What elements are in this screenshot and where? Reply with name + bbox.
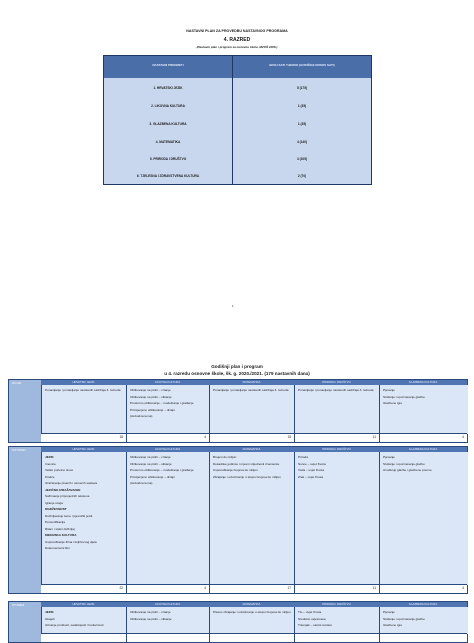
- subject-column: [379, 452, 468, 585]
- subject-column: [41, 452, 127, 585]
- topic-item: JEZIČNO IZRAŽAVANJE: [45, 487, 81, 492]
- totals-separator: [379, 434, 380, 442]
- topic-item: Oblikovanje na plohi – crtanje: [130, 388, 171, 392]
- plan-note: (Nastavni plan i program za osnovnu školu, MZOŠ 2006.): [196, 45, 278, 49]
- topic-item: Ponavljanje i ponavljanje nastavnih sadržaja 3. razreda: [298, 388, 374, 392]
- subject-cell: 2. LIKOVNA KULTURA: [151, 104, 185, 108]
- totals-row: [41, 633, 467, 642]
- topic-item: Personifikacija: [45, 520, 65, 524]
- topic-item: Primijenjeno oblikovanje – dizajn: [130, 474, 175, 479]
- subject-header: LIKOVNA KULTURA: [154, 380, 181, 384]
- grade-heading: 4. RAZRED: [223, 37, 251, 43]
- subject-header: GLAZBENA KULTURA: [408, 602, 438, 606]
- hours-cell: 5 (175): [296, 86, 308, 90]
- topic-item: MEDIJSKA KULTURA: [45, 533, 77, 537]
- hours-total: 4: [204, 435, 206, 439]
- totals-separator: [209, 634, 210, 642]
- hours-cell: 4 (140): [296, 140, 308, 144]
- subject-column: [379, 607, 468, 634]
- topic-list: [130, 454, 208, 487]
- subject-header: HRVATSKI JEZIK: [72, 447, 95, 451]
- totals-separator: [209, 434, 210, 442]
- topic-list: [213, 609, 293, 616]
- subject-header: HRVATSKI JEZIK: [72, 380, 95, 384]
- totals-separator: [294, 634, 295, 642]
- annual-plan-subtitle: u 4. razredu osnovne škole, šk. g. 2020./2021. (179 nastavnih dana): [164, 371, 310, 376]
- topic-item: Dekadske jedinice i mjesni vrijednosti znamenke: [213, 461, 280, 466]
- topic-list: [130, 387, 208, 420]
- topic-item: Sredstvo uvjetovane: [298, 616, 327, 621]
- subject-header: PRIRODA I DRUŠTVO: [322, 447, 351, 451]
- hours-cell: 1 (35): [297, 122, 307, 126]
- hours-total: 11: [372, 435, 376, 439]
- subject-column: [209, 607, 295, 634]
- subject-header: PRIRODA I DRUŠTVO: [322, 602, 351, 606]
- hours-total: 17: [287, 586, 291, 590]
- topic-list: [130, 609, 208, 622]
- subject-cell: 4. MATEMATIKA: [155, 140, 181, 144]
- topic-item: Pjevanje: [383, 388, 395, 392]
- subject-header: MATEMATIKA: [242, 602, 261, 606]
- topic-item: Travnjak – ekoloi sustavi: [298, 623, 332, 627]
- topic-item: Pisano zbrajanje i oduzimanje u skupu brojeva do milijun: [213, 610, 291, 614]
- hours-total: 4: [462, 586, 464, 590]
- hours-total: 22: [119, 586, 123, 590]
- subject-header: HRVATSKI JEZIK: [72, 602, 95, 606]
- topic-item: Prostorno oblikovanje – modeliranje i građenje: [130, 468, 194, 472]
- table-row: [104, 82, 371, 96]
- topic-item: Veliko početno slovo: [45, 468, 74, 472]
- subject-column: [41, 385, 127, 434]
- subject-column: [294, 452, 380, 585]
- hours-total: 18: [119, 435, 123, 439]
- subject-column: [41, 607, 127, 634]
- topic-item: Tlo – uvjet života: [298, 610, 322, 614]
- topic-item: Dokumentarni film: [45, 546, 70, 550]
- subject-header: PRIRODA I DRUŠTVO: [322, 380, 351, 384]
- month-name: STUDENI: [12, 603, 25, 607]
- table-row: [104, 100, 371, 114]
- topic-item: Zrak – uvjet života: [298, 474, 324, 479]
- subject-header: MATEMATIKA: [242, 447, 261, 451]
- topic-list: [298, 609, 378, 629]
- table-row: [104, 170, 371, 184]
- topic-list: [45, 609, 125, 629]
- subject-column: [209, 452, 295, 585]
- topic-item: KNJIŽEVNOST: [45, 507, 67, 511]
- totals-separator: [126, 585, 127, 593]
- topic-list: [383, 454, 466, 474]
- hours-total: 4: [462, 435, 464, 439]
- totals-row: [41, 433, 467, 442]
- annual-plan-title: Godišnji plan i program: [211, 364, 263, 369]
- hours-total: 15: [287, 435, 291, 439]
- topic-item: Izricanje prošlosti, sadašnjosti i budućnosti: [45, 623, 104, 627]
- totals-separator: [294, 585, 295, 593]
- hours-total: 4: [204, 586, 206, 590]
- totals-separator: [294, 434, 295, 442]
- topic-item: Brojevi do milijun: [213, 455, 237, 459]
- topic-item: Ponavljanje i ponavljanje nastavnih sadržaja 3. razreda: [45, 388, 121, 392]
- month-block: [8, 601, 468, 643]
- topic-list: [45, 387, 125, 394]
- subject-header: LIKOVNA KULTURA: [154, 602, 181, 606]
- subject-header: GLAZBENA KULTURA: [408, 447, 438, 451]
- subject-column: [126, 385, 210, 434]
- topic-item: Sažimanje pripovjednih tekstova: [45, 494, 90, 498]
- subject-column: [379, 385, 468, 434]
- hours-total: 11: [372, 586, 376, 590]
- month-name: LISTOPAD: [12, 448, 26, 452]
- topic-item: (slobodna tema): [130, 414, 153, 418]
- subject-cell: 1. HRVATSKI JEZIK: [153, 86, 183, 90]
- table-header: [104, 56, 371, 78]
- topic-item: JEZIK: [45, 610, 54, 614]
- totals-separator: [126, 434, 127, 442]
- topic-item: Slušanje i upoznavanje glazbe: [383, 394, 425, 399]
- topic-item: Imenice: [45, 461, 56, 466]
- subject-header: GLAZBENA KULTURA: [408, 380, 438, 384]
- subject-cell: 5. PRIRODA I DRUŠTVO: [149, 157, 187, 161]
- subject-column: [294, 607, 380, 634]
- totals-row: [41, 584, 467, 593]
- subject-cell: 6. TJELESNA I ZDRAVSTVENA KULTURA: [136, 174, 200, 178]
- table-row: [104, 118, 371, 132]
- totals-separator: [379, 585, 380, 593]
- topic-item: (slobodna tema): [130, 481, 153, 485]
- header-hours: BROJ SATI TJEDNO (GODIŠNJI ODNOS SATI): [269, 63, 335, 67]
- table-row: [104, 136, 371, 150]
- topic-list: [383, 387, 466, 407]
- topic-list: [45, 454, 125, 552]
- month-label: [9, 602, 41, 642]
- topic-item: JEZIK: [45, 455, 54, 459]
- topic-item: Uspoređivanje brojeva do milijun: [213, 468, 258, 472]
- month-block: [8, 379, 468, 443]
- subject-cell: 3. GLAZBENA KULTURA: [149, 122, 187, 126]
- topic-item: Oblikovanje na plohi – slikanje: [130, 616, 172, 621]
- totals-separator: [209, 585, 210, 593]
- topic-list: [298, 454, 378, 480]
- topic-item: Ritam i stalni doživljaj: [45, 526, 75, 531]
- topic-item: Oblikovanje na plohi – slikanje: [130, 461, 172, 466]
- subject-header: MATEMATIKA: [242, 380, 261, 384]
- topic-item: Doživljavanje teme i pjesnički jezik: [45, 513, 93, 518]
- subject-column: [294, 385, 380, 434]
- topic-item: Slušanje i upoznavanje glazbe: [383, 616, 425, 621]
- page-number: 1: [232, 304, 234, 308]
- subject-header: LIKOVNA KULTURA: [154, 447, 181, 451]
- topic-item: Voda – uvjet života: [298, 468, 324, 472]
- header-subjects: NASTAVNI PREDMETI: [152, 63, 184, 67]
- topic-item: Izvođenje glazbe i glazbene prenne: [383, 468, 432, 472]
- topic-item: Slušanje i upoznavanje glazbe: [383, 461, 425, 466]
- subject-column: [126, 452, 210, 585]
- hours-cell: 3 (105): [296, 157, 308, 161]
- topic-item: Prostorno oblikovanje – modeliranje i građenje: [130, 401, 194, 405]
- topic-item: Oblikovanje na plohi – crtanje: [130, 455, 171, 459]
- topic-item: Izražavanje pisanih i usmenih sastava: [45, 481, 98, 485]
- topic-item: Glagoli: [45, 616, 55, 621]
- subject-column: [126, 607, 210, 634]
- month-block: [8, 446, 468, 594]
- topic-list: [213, 454, 293, 480]
- topic-list: [298, 387, 378, 394]
- hours-cell: 2 (70): [297, 174, 307, 178]
- subject-hours-table: [103, 55, 372, 185]
- topic-item: Primijenjeno oblikovanje – dizajn: [130, 407, 175, 412]
- topic-item: Sunce – uvjet života: [298, 461, 326, 466]
- plan-title: NASTAVNI PLAN ZA PROVEDBU NASTAVNOG PROGRAMA: [186, 29, 288, 33]
- totals-separator: [126, 634, 127, 642]
- table-row: [104, 153, 371, 167]
- topic-item: Uspoređivanje filma i književnog djela: [45, 539, 97, 544]
- topic-item: Glazbene igre: [383, 401, 403, 405]
- hours-cell: 1 (35): [297, 104, 307, 108]
- topic-item: Oblikovanje na plohi – crtanje: [130, 610, 171, 614]
- topic-item: Glazbene igre: [383, 623, 403, 627]
- month-name: RUJAN: [12, 381, 22, 385]
- month-label: [9, 380, 41, 442]
- topic-item: Zbrajanje i oduzimanje u skupu brojeva do milijun: [213, 474, 281, 479]
- topic-item: Priroda: [298, 455, 308, 459]
- topic-item: Ponavljanje i ponavljanje nastavnih sadržaja 3. razreda: [213, 388, 289, 392]
- topic-list: [213, 387, 293, 394]
- topic-item: Pjevanje: [383, 610, 395, 614]
- topic-item: Oblikovanje na plohi – slikanje: [130, 394, 172, 399]
- topic-item: Pjevanje: [383, 455, 395, 459]
- month-label: [9, 447, 41, 593]
- subject-column: [209, 385, 295, 434]
- topic-item: Kratice: [45, 474, 55, 479]
- topic-list: [383, 609, 466, 629]
- topic-item: Igranje uloga: [45, 500, 63, 505]
- totals-separator: [379, 634, 380, 642]
